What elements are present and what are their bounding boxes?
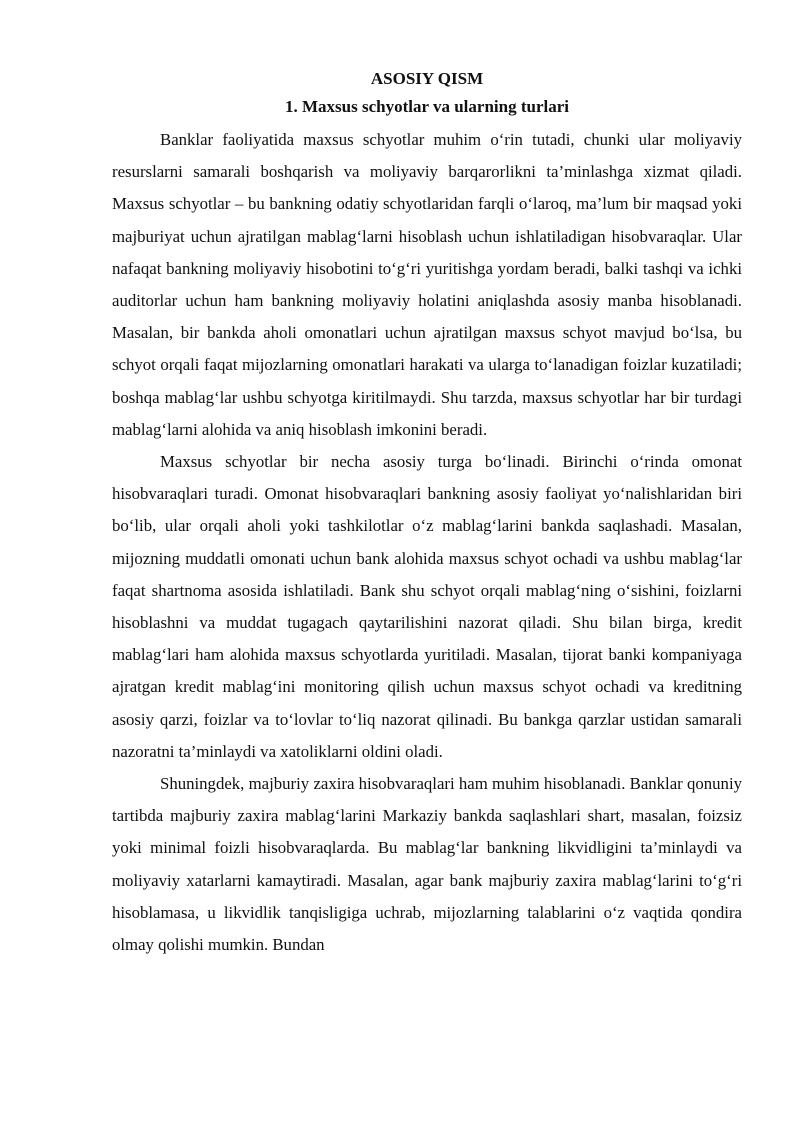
page-title: ASOSIY QISM — [370, 69, 484, 88]
section-heading: 1. Maxsus schyotlar va ularning turlari — [285, 97, 569, 116]
body-paragraph: Maxsus schyotlar bir necha asosiy turga bo‘linadi. Birinchi o‘rinda omonat hisobvaraqlari turadi. Omonat hisobvaraqlari bankning asosiy faoliyat yo‘nalishlaridan biri bo‘lib, ular orqali aholi yoki tashkilotlar o‘z mablag‘larini bankda saqlashadi. Masalan, mijozning muddatli omonati uchun bank alohida maxsus schyot ochadi va ushbu mablag‘lar faqat shartnoma asosida ishlatiladi. Bank shu schyot orqali mablag‘ning o‘sishini, foizlarni hisoblashni va muddat tugagach qaytarilishini nazorat qiladi. Shu bilan birga, kredit mablag‘lari ham alohida maxsus schyotlarda yuritiladi. Masalan, tijorat banki kompaniyaga ajratgan kredit mablag‘ini monitoring qilish uchun maxsus schyot ochadi va kreditning asosiy qarzi, foizlar va to‘lovlar to‘liq nazorat qilinadi. Bu bankga qarzlar ustidan samarali nazoratni ta’minlaydi va xatoliklarni oldini oladi. — [112, 452, 742, 761]
body-paragraph: Shuningdek, majburiy zaxira hisobvaraqlari ham muhim hisoblanadi. Banklar qonuniy tartibda majburiy zaxira mablag‘larini Markaziy bankda saqlashlari shart, masalan, foizsiz yoki minimal foizli hisobvaraqlarda. Bu mablag‘lar bankning likvidligini ta’minlaydi va moliyaviy xatarlarni kamaytiradi. Masalan, agar bank majburiy zaxira mablag‘larini to‘g‘ri hisoblamasa, u likvidlik tanqisligiga uchrab, mijozlarning talablarini o‘z vaqtida qondira olmay qolishi mumkin. Bundan — [112, 774, 742, 955]
document-page — [112, 68, 742, 961]
body-paragraph: Banklar faoliyatida maxsus schyotlar muhim o‘rin tutadi, chunki ular moliyaviy resurslarni samarali boshqarish va moliyaviy barqarorlikni ta’minlashga xizmat qiladi. Maxsus schyotlar – bu bankning odatiy schyotlaridan farqli o‘laroq, ma’lum bir maqsad yoki majburiyat uchun ajratilgan mablag‘larni hisoblash uchun ishlatiladigan hisobvaraqlar. Ular nafaqat bankning moliyaviy hisobotini to‘g‘ri yuritishga yordam beradi, balki tashqi va ichki auditorlar uchun ham bankning moliyaviy holatini aniqlashda asosiy manba hisoblanadi. Masalan, bir bankda aholi omonatlari uchun ajratilgan maxsus schyot mavjud bo‘lsa, bu schyot orqali faqat mijozlarning omonatlari harakati va ularga to‘lanadigan foizlar kuzatiladi; boshqa mablag‘lar ushbu schyotga kiritilmaydi. Shu tarzda, maxsus schyotlar har bir turdagi mablag‘larni alohida va aniq hisoblash imkonini beradi. — [112, 130, 742, 439]
